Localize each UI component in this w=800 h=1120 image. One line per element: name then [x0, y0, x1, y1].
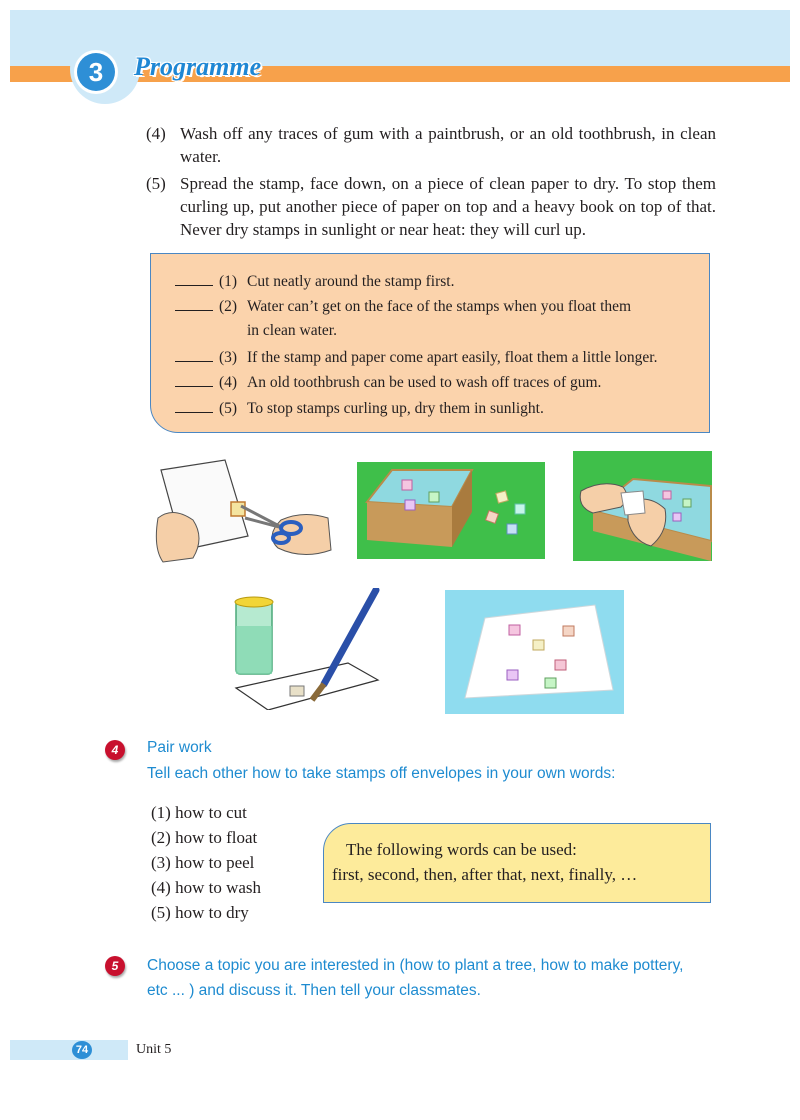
page-number: 74 [72, 1041, 92, 1059]
tf-item-5: (5) To stop stamps curling up, dry them in sunlight. [175, 398, 544, 419]
howto-item: (1) how to cut [151, 803, 247, 822]
drying-illustration [445, 590, 624, 714]
hint-line-1: The following words can be used: [346, 840, 577, 859]
activity-4-title: Pair work [147, 739, 212, 756]
tf-item-1: (1) Cut neatly around the stamp first. [175, 271, 455, 292]
washing-illustration [228, 588, 380, 710]
step-5 [146, 172, 716, 241]
howto-item: (5) how to dry [151, 903, 249, 922]
tf-item-4: (4) An old toothbrush can be used to wash off traces of gum. [175, 372, 601, 393]
cutting-illustration [153, 458, 333, 563]
activity-4-instruction: Tell each other how to take stamps off envelopes in your own words: [147, 765, 616, 782]
activity-4-badge: 4 [105, 740, 125, 760]
answer-blank[interactable] [175, 296, 213, 311]
howto-item: (3) how to peel [151, 853, 255, 872]
section-number: 3 [77, 53, 115, 91]
section-title: Programme [134, 52, 262, 81]
hint-line-2: first, second, then, after that, next, finally, … [332, 865, 638, 884]
floating-tray-illustration [357, 462, 545, 559]
howto-item: (4) how to wash [151, 878, 262, 897]
answer-blank[interactable] [175, 372, 213, 387]
howto-item: (2) how to float [151, 828, 258, 847]
step-text: Spread the stamp, face down, on a piece of clean paper to dry. To stop them curling up, put another piece of paper on top and a heavy book on top of that. Never dry stamps in sunlight or near heat: they will curl up. [180, 174, 716, 239]
step-4 [146, 122, 716, 168]
activity-5-line-2: etc ... ) and discuss it. Then tell your classmates. [147, 982, 481, 999]
tf-item-3: (3) If the stamp and paper come apart easily, float them a little longer. [175, 347, 657, 368]
answer-blank[interactable] [175, 347, 213, 362]
activity-5-line-1: Choose a topic you are interested in (how to plant a tree, how to make pottery, [147, 957, 684, 974]
answer-blank[interactable] [175, 398, 213, 413]
step-number: (5) [146, 174, 166, 193]
activity-5-badge: 5 [105, 956, 125, 976]
step-text: Wash off any traces of gum with a paintbrush, or an old toothbrush, in clean water. [180, 124, 716, 166]
peeling-illustration [573, 451, 712, 561]
answer-blank[interactable] [175, 271, 213, 286]
tf-item-2-cont: in clean water. [247, 322, 337, 339]
tf-item-2: (2) Water can’t get on the face of the stamps when you float them [175, 296, 631, 317]
footer-bar [10, 1040, 128, 1060]
hint-box [323, 823, 711, 903]
step-number: (4) [146, 124, 166, 143]
unit-label: Unit 5 [136, 1042, 172, 1057]
